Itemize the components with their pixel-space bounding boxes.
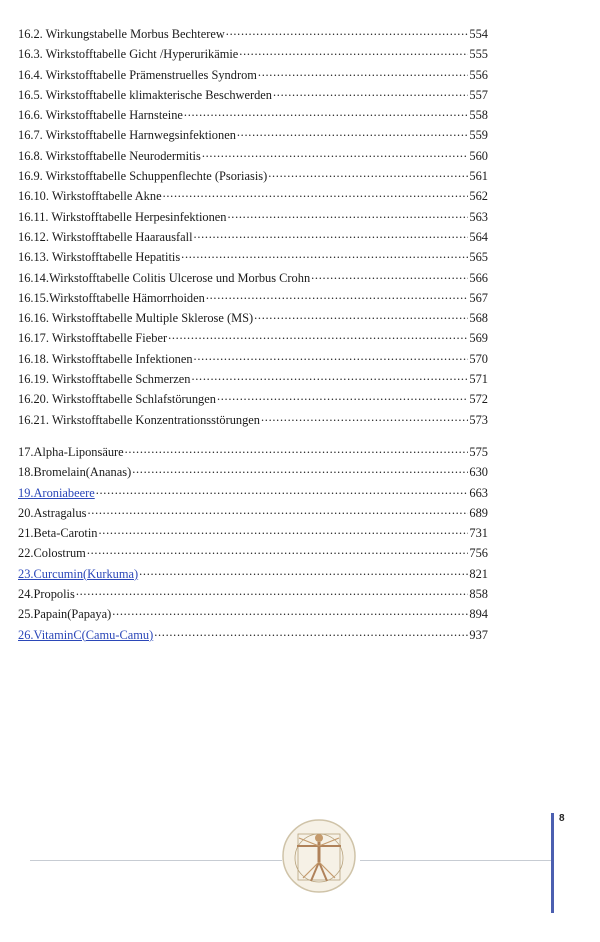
toc-entry-page: 894 — [469, 607, 488, 622]
toc-entry-label: 24.Propolis — [18, 587, 75, 602]
toc-section-substances — [18, 442, 488, 645]
toc-entry-label: 16.16. Wirkstofftabelle Multiple Sklerose (MS) — [18, 311, 254, 326]
toc-entry — [18, 24, 488, 44]
toc-entry-page: 566 — [469, 270, 488, 285]
toc-entry — [18, 166, 488, 186]
toc-entry[interactable] — [18, 625, 488, 645]
toc-entry-page: 571 — [469, 372, 488, 387]
toc-entry-page: 575 — [469, 444, 488, 459]
toc-entry-page: 557 — [469, 87, 488, 102]
toc-entry-page: 567 — [469, 290, 488, 305]
toc-entry-page: 559 — [469, 128, 488, 143]
toc-entry — [18, 410, 488, 430]
toc-dot-leader — [311, 268, 468, 282]
toc-dot-leader — [237, 125, 469, 139]
toc-entry-label: 16.7. Wirkstofftabelle Harnwegsinfektionen — [18, 128, 236, 143]
toc-entry-label: 16.4. Wirkstofftabelle Prämenstruelles Syndrom — [18, 67, 257, 82]
toc-entry-page: 556 — [469, 67, 488, 82]
toc-entry-page: 821 — [469, 566, 488, 581]
footer-rule-left — [30, 860, 282, 861]
toc-dot-leader — [99, 523, 469, 537]
toc-entry — [18, 247, 488, 267]
toc-dot-leader — [194, 227, 469, 241]
toc-entry-page: 561 — [469, 169, 488, 184]
toc-dot-leader — [76, 584, 469, 598]
toc-entry-page: 562 — [469, 189, 488, 204]
toc-entry — [18, 604, 488, 624]
toc-dot-leader — [254, 308, 468, 322]
toc-entry-label: 17.Alpha-Liponsäure — [18, 444, 124, 459]
toc-entry-page: 663 — [469, 485, 488, 500]
toc-dot-leader — [125, 442, 469, 456]
toc-entry-label: 16.19. Wirkstofftabelle Schmerzen — [18, 372, 191, 387]
toc-dot-leader — [226, 24, 469, 38]
toc-entry — [18, 308, 488, 328]
vitruvian-man-icon — [281, 818, 357, 894]
toc-entry-label: 16.20. Wirkstofftabelle Schlafstörungen — [18, 392, 216, 407]
toc-entry-page: 563 — [469, 209, 488, 224]
toc-entry-page: 573 — [469, 412, 488, 427]
toc-dot-leader — [163, 186, 469, 200]
toc-entry — [18, 146, 488, 166]
toc-entry-page: 630 — [469, 465, 488, 480]
toc-entry — [18, 503, 488, 523]
page-number: 8 — [559, 813, 565, 824]
toc-entry-label: 16.15.Wirkstofftabelle Hämorrhoiden — [18, 290, 205, 305]
toc-entry — [18, 288, 488, 308]
toc-entry-page: 564 — [469, 229, 488, 244]
toc-entry-page: 555 — [469, 47, 488, 62]
toc-entry — [18, 85, 488, 105]
toc-entry-page: 937 — [469, 627, 488, 642]
toc-dot-leader — [154, 625, 468, 639]
toc-entry-label: 16.10. Wirkstofftabelle Akne — [18, 189, 162, 204]
toc-entry-page: 570 — [469, 351, 488, 366]
toc-entry-label: 16.2. Wirkungstabelle Morbus Bechterew — [18, 27, 225, 41]
toc-dot-leader — [268, 166, 468, 180]
footer-rule-right — [360, 860, 552, 861]
toc-dot-leader — [191, 369, 468, 383]
toc-entry-page: 568 — [469, 311, 488, 326]
toc-dot-leader — [194, 349, 469, 363]
toc-entry-page: 569 — [469, 331, 488, 346]
toc-dot-leader — [261, 410, 468, 424]
toc-dot-leader — [184, 105, 469, 119]
toc-entry-page: 858 — [469, 587, 488, 602]
toc-entry — [18, 227, 488, 247]
toc-entry — [18, 523, 488, 543]
toc-entry-page: 565 — [469, 250, 488, 265]
toc-entry — [18, 125, 488, 145]
toc-entry-label: 16.6. Wirkstofftabelle Harnsteine — [18, 108, 183, 123]
toc-entry — [18, 268, 488, 288]
toc-entry-page: 560 — [469, 148, 488, 163]
toc-entry — [18, 442, 488, 462]
toc-dot-leader — [112, 604, 468, 618]
toc-entry[interactable] — [18, 483, 488, 503]
toc-dot-leader — [96, 483, 469, 497]
toc-entry — [18, 105, 488, 125]
toc-entry — [18, 543, 488, 563]
toc-entry-label: 21.Beta-Carotin — [18, 526, 98, 541]
toc-entry — [18, 462, 488, 482]
toc-entry — [18, 44, 488, 64]
toc-entry-link[interactable]: 26.VitaminC(Camu-Camu) — [18, 627, 154, 642]
toc-entry — [18, 369, 488, 389]
toc-entry-label: 16.13. Wirkstofftabelle Hepatitis — [18, 250, 181, 265]
toc-dot-leader — [273, 85, 468, 99]
toc-dot-leader — [139, 564, 468, 578]
toc-entry-page: 558 — [469, 108, 488, 123]
toc-dot-leader — [239, 44, 468, 58]
page-number-bar — [551, 813, 554, 913]
toc-entry-label: 20.Astragalus — [18, 505, 87, 520]
toc-entry-label: 16.3. Wirkstofftabelle Gicht /Hyperurikämie — [18, 47, 239, 62]
toc-entry-label: 22.Colostrum — [18, 546, 86, 561]
toc-dot-leader — [202, 146, 469, 160]
toc-entry — [18, 186, 488, 206]
toc-entry — [18, 207, 488, 227]
toc-dot-leader — [258, 65, 469, 79]
toc-entry-label: 18.Bromelain(Ananas) — [18, 465, 132, 480]
toc-entry — [18, 349, 488, 369]
toc-entry-label: 16.9. Wirkstofftabelle Schuppenflechte (Psoriasis) — [18, 169, 268, 184]
toc-entry-page: 554 — [469, 27, 488, 41]
toc-entry-label: 25.Papain(Papaya) — [18, 607, 112, 622]
toc-entry-label: 16.12. Wirkstofftabelle Haarausfall — [18, 229, 193, 244]
toc-entry-label: 16.8. Wirkstofftabelle Neurodermitis — [18, 148, 201, 163]
toc-dot-leader — [87, 503, 468, 517]
toc-entry-page: 689 — [469, 505, 488, 520]
toc-entry-link[interactable]: 23.Curcumin(Kurkuma) — [18, 566, 139, 581]
toc-entry — [18, 328, 488, 348]
toc-entry-label: 16.5. Wirkstofftabelle klimakterische Beschwerden — [18, 87, 273, 102]
toc-entry — [18, 65, 488, 85]
toc-entry-link[interactable]: 19.Aroniabeere — [18, 485, 95, 500]
toc-dot-leader — [168, 328, 468, 342]
toc-entry-label: 16.17. Wirkstofftabelle Fieber — [18, 331, 168, 346]
table-of-contents — [18, 24, 488, 645]
toc-entry-label: 16.11. Wirkstofftabelle Herpesinfektionen — [18, 209, 227, 224]
toc-dot-leader — [181, 247, 468, 261]
toc-section-wirkstofftabellen — [18, 24, 488, 430]
toc-dot-leader — [206, 288, 469, 302]
toc-dot-leader — [132, 462, 468, 476]
toc-dot-leader — [87, 543, 469, 557]
toc-entry-label: 16.14.Wirkstofftabelle Colitis Ulcerose und Morbus Crohn — [18, 270, 311, 285]
toc-entry-page: 756 — [469, 546, 488, 561]
toc-entry[interactable] — [18, 564, 488, 584]
toc-dot-leader — [227, 207, 468, 221]
toc-entry-page: 572 — [469, 392, 488, 407]
toc-dot-leader — [217, 389, 468, 403]
toc-entry-label: 16.21. Wirkstofftabelle Konzentrationsstörungen — [18, 412, 260, 427]
toc-entry-page: 731 — [469, 526, 488, 541]
toc-entry — [18, 584, 488, 604]
toc-entry — [18, 389, 488, 409]
toc-entry-label: 16.18. Wirkstofftabelle Infektionen — [18, 351, 193, 366]
